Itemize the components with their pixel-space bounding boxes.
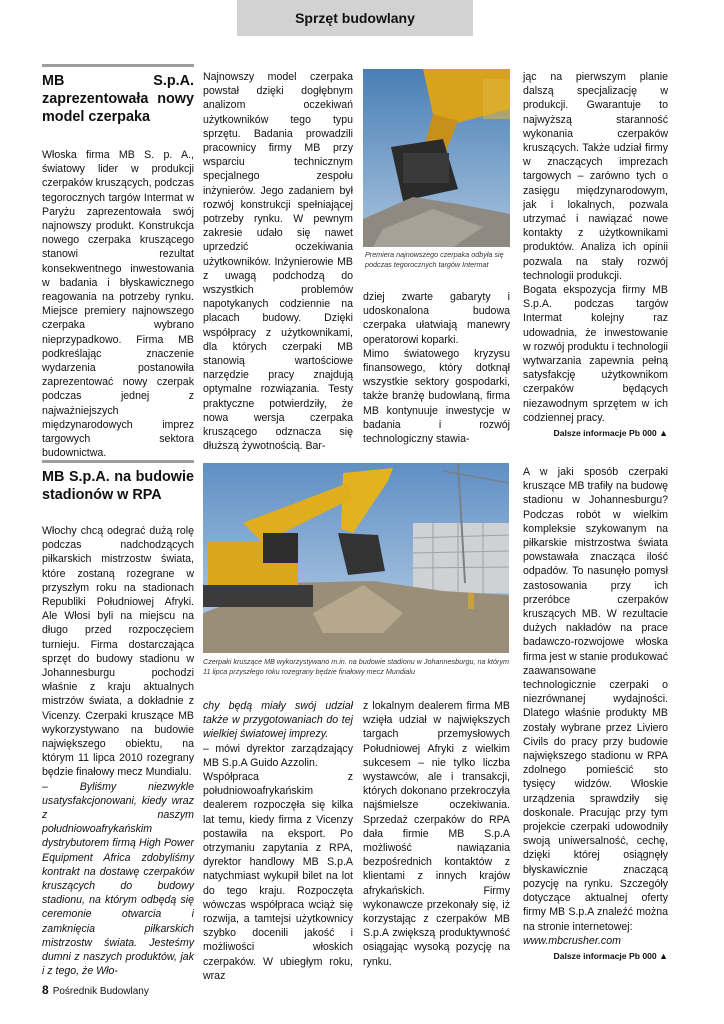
publication-name: Pośrednik Budowlany [52, 986, 149, 997]
article2-col2b-text: – mówi dyrektor zarządzający MB S.p.A Guido Azzolin. [203, 742, 353, 769]
article2-photo [203, 463, 509, 653]
article1-rule [42, 64, 194, 67]
article2-quote: – Byliśmy niezwykle usatysfakcjonowani, kiedy wraz z naszym południowoafrykańskim dystrybutorem firmą High Power Equipment Africa zdobyliśmy kontrakt na dostawę czerpaków kruszących do budowy stadionu, na którym odbędą się ceremonie otwarcia i zamknięcia piłkarskich mistrzostw świata. Jesteśmy dumni z naszych produktów, jak i z tego, że Wło- [42, 780, 194, 978]
article2-quote-end: chy będą miały swój udział także w przygotowaniach do tej wielkiej światowej imprezy. [203, 700, 353, 741]
article2-col1a-text: Włochy chcą odegrać dużą rolę podczas nadchodzących piłkarskich mistrzostw świata, które zostaną rozegrane w przyszłym roku na stadionach Republiki Południowej Afryki. Ale Włosi byli na miejscu na długo przed rozpoczęciem turnieju. Firma dostarczająca sprzęt do budowy stadionu w Johannesburgu pochodzi właśnie z kraju aktualnych mistrzów świata, a dokładnie z Vicenzy. Czerpaki kruszące MB wykorzystywano na budowie największego obiektu, na którym 11 lipca 2010 rozegrany będzie finałowy mecz Mundialu. [42, 525, 194, 779]
article1-caption: Premiera najnowszego czerpaka odbyła się podczas tegorocznych targów Intermat [365, 250, 504, 269]
article2-col3 [363, 699, 510, 969]
article2-caption: Czerpaki kruszące MB wykorzystywano m.in. na budowie stadionu w Johannesburgu, na którym 11 lipca przyszłego roku rozegrany będzie finałowy mecz Mundialu [203, 657, 510, 676]
article1-more-label: Dalsze informacje Pb 000 [553, 428, 657, 439]
article1-col3b-text: Mimo światowego kryzysu finansowego, który dotknął wszystkie sektory gospodarki, także branżę budowlaną, firma MB kontynuuje inwestycje w badania i rozwój technologiczny stawia- [363, 347, 510, 446]
article1-col3 [363, 290, 510, 446]
article1-col2-text: Najnowszy model czerpaka powstał dzięki dogłębnym analizom oczekiwań użytkowników tego typu sprzętu. Badania prowadzili pracownicy firmy MB przy wsparciu technicznym specjalnego zespołu inżynierów. Jego zadaniem był rozwój konstrukcji spełniającej potrzeby rynku. W pewnym zakresie udało się nawet uprzedzić oczekiwania użytkowników. Inżynierowie MB z uwagą podchodzą do wszystkich problemów napotykanych codziennie na placach budowy. Dzięki współpracy z użytkownikami, dla których czerpaki MB stanowią wartościowe narzędzie pracy znajdują optymalne rozwiązania. Testy praktyczne potwierdziły, że nowa wersja czerpaka kruszącego odznacza się dłuższą żywotnością. Bar- [203, 71, 353, 453]
article1-more-info [523, 426, 668, 440]
article2-col2 [203, 699, 353, 983]
article1-col4b-text: Bogata ekspozycja firmy MB S.p.A. podczas targów Intermat kolejny raz udowadnia, że inwestowanie w rozwój produktu i technologii wytwarzania zapewnia pełną satysfakcję użytkownikom czerpaków będących niezawodnym sprzętem w ich codziennej pracy. [523, 284, 668, 424]
section-title: Sprzęt budowlany [295, 10, 415, 26]
article2-col1b-text [42, 780, 194, 979]
article2-rule [42, 460, 194, 463]
page-number: 8 [42, 983, 49, 997]
website-link[interactable]: www.mbcrusher.com [523, 934, 621, 947]
article1-photo [363, 69, 510, 247]
excavator-crusher-photo [363, 69, 510, 247]
article2-url[interactable] [523, 934, 668, 948]
section-header [237, 0, 473, 36]
article2-more-label: Dalsze informacje Pb 000 [553, 950, 657, 961]
triangle-up-icon: ▲ [659, 950, 668, 961]
article1-title: MB S.p.A. zaprezentowała nowy model czerpaka [42, 73, 194, 125]
article2-col2c-text: Współpraca z południowoafrykańskim dealerem rozpoczęła się kilka lat temu, kiedy firma z Vicenzy postawiła na eksport. Po otrzymaniu zapytania z RPA, dyrektor handlowy MB S.p.A natychmiast wykupił bilet na lot do tego kraju. Rozpoczęta wówczas współpraca wciąż się rozwija, a tamtejsi użytkownicy szybko docenili jakość i możliwości włoskich czerpaków. W ubiegłym roku, wraz [203, 771, 353, 982]
page-footer [42, 983, 149, 997]
article1-col4 [523, 70, 668, 440]
article2-title: MB S.p.A. na budowie stadionów w RPA [42, 469, 194, 503]
article1-col4-text: jąc na pierwszym planie dalszą specjalizację w produkcji. Gwarantuje to najwyższą staranność wykonania czerpaków kruszących. Także udział firmy w znaczących imprezach targowych – zarówno tych o zasięgu międzynarodowym, jak i lokalnych, pozwala utrzymać i nawiązać nowe kontakty z użytkownikami produktów. Analiza ich opinii pozwala na stały rozwój technologii produkcji. [523, 71, 668, 282]
article2-col4 [523, 465, 668, 963]
article2-col2a-text [203, 699, 353, 742]
article2-col4-text: A w jaki sposób czerpaki kruszące MB trafiły na budowę stadionu w Johannesburgu? Podczas robót w wielkim kompleksie szykowanym na piłkarskie mistrzostwa świata powstawała znacząca ilość odpadów. To nasunęło pomysł zastosowania przy ich przeróbce czerpaków kruszących MB. W rezultacie dużych nakładów na prace badawczo-rozwojowe włoska firma jest w stanie produkować zaawansowane technologicznie czerpaki o niezrównanej wydajności. Dlatego właśnie produkty MB zostały wybrane przez Liviero Civils do pracy przy budowie największego stadionu w RPA zdolnego pomieścić sto tysięcy widzów. Włoskie urządzenia sprawdziły się doskonale. Pracując przy tym projekcie czerpaki udowodniły swoją uniwersalność, cechę, dzięki której osiągnęły błyskawicznie znaczącą pozycję na rynku. Szczegóły dotyczące aktualnej oferty firmy MB S.p.A znaleźć można na stronie internetowej: [523, 466, 668, 933]
article1-col1-text: Włoska firma MB S. p. A., światowy lider w produkcji czerpaków kruszących, podczas tegorocznych targów Intermat w Paryżu zaprezentowała swój najnowszy produkt. Konstrukcja nowego czerpaka kruszącego stanowi rezultat konsekwentnego inwestowania w badania i błyskawicznego reagowania na potrzeby rynku. Miejsce premiery najnowszego czerpaka wybrano nieprzypadkowo. Firma MB podkreślając znaczenie wydarzenia postanowiła zaprezentować nowy czerpak podczas jednej z najważniejszych międzynarodowych imprez targowych sektora budownictwa. [42, 149, 194, 460]
article2-col3-text: z lokalnym dealerem firma MB wzięła udział w największych targach przemysłowych Południowej Afryki z wielkim sukcesem – nie tylko liczba wystawców, ale i transakcji, których dokonano przekroczyła najśmielsze oczekiwania. Sprzedaż czerpaków do RPA dała firmie MB S.p.A możliwość nawiązania bezpośrednich kontaktów z klientami z innych krajów afrykańskich. Firmy wykonawcze przekonały się, iż korzystając z czerpaków MB S.p.A zwiększą produktywność osiągając wysoką pozycję na rynku. [363, 700, 510, 968]
article1-col1 [42, 72, 194, 460]
stadium-construction-photo [203, 463, 509, 653]
article2-more-info [523, 949, 668, 963]
article1-col3-text: dziej zwarte gabaryty i udoskonalona budowa czerpaka ułatwiają manewry operatorowi koparki. [363, 291, 510, 346]
article1-col2 [203, 70, 353, 453]
article2-col1 [42, 468, 194, 979]
triangle-up-icon: ▲ [659, 428, 668, 439]
